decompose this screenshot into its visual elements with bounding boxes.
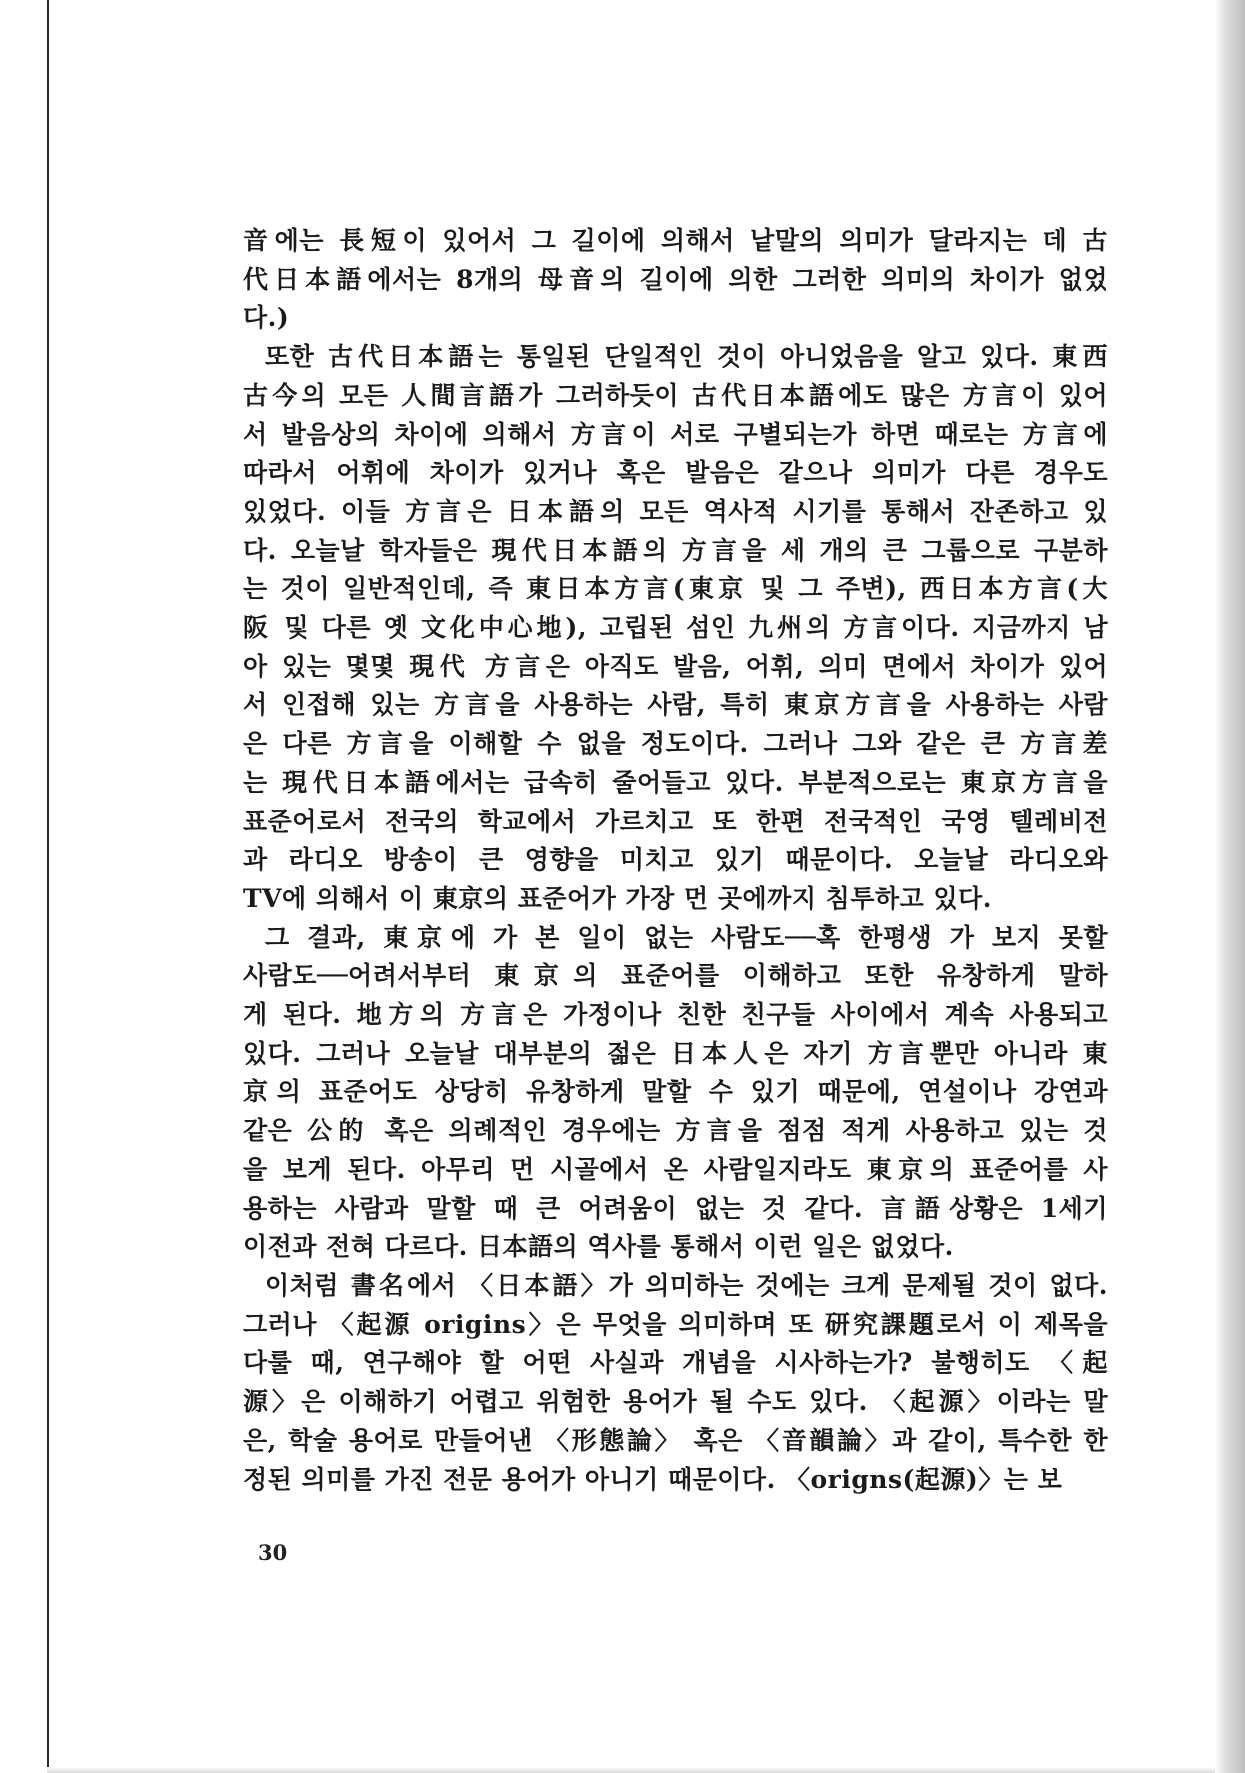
page-bottom-shadow — [47, 1767, 1215, 1773]
text-line: 또한 古代日本語는 통일된 단일적인 것이 아니었음을 알고 있다. 東西 — [265, 342, 1108, 372]
text-line: 은 다른 方言을 이해할 수 없을 정도이다. 그러나 그와 같은 큰 方言差 — [243, 729, 1108, 759]
text-line: 과 라디오 방송이 큰 영향을 미치고 있기 때문이다. 오늘날 라디오와 — [243, 845, 1108, 875]
page-edge-shadow — [1215, 0, 1245, 1773]
text-line: 표준어로서 전국의 학교에서 가르치고 또 한편 전국적인 국영 텔레비전 — [243, 806, 1108, 836]
text-line: TV에 의해서 이 東京의 표준어가 가장 먼 곳에까지 침투하고 있다. — [243, 883, 992, 913]
page-number: 30 — [258, 1540, 288, 1565]
paragraph — [243, 1267, 1108, 1499]
text-line: 을 보게 된다. 아무리 먼 시골에서 온 사람일지라도 東京의 표준어를 사 — [243, 1154, 1108, 1184]
text-line: 있다. 그러나 오늘날 대부분의 젊은 日本人은 자기 方言뿐만 아니라 東 — [243, 1038, 1108, 1068]
text-line: 代日本語에서는 8개의 母音의 길이에 의한 그러한 의미의 차이가 없었 — [243, 264, 1108, 294]
text-line: 은, 학술 용어로 만들어낸 〈形態論〉 혹은 〈音韻論〉과 같이, 특수한 한 — [243, 1425, 1108, 1455]
paragraph — [243, 222, 1108, 338]
text-line: 정된 의미를 가진 전문 용어가 아니기 때문이다. 〈origns(起源)〉는 보 — [243, 1464, 1063, 1494]
text-line: 그러나 〈起源 origins〉은 무엇을 의미하며 또 研究課題로서 이 제목을 — [243, 1309, 1108, 1339]
text-line: 다.) — [243, 303, 290, 333]
text-line: 같은 公的 혹은 의례적인 경우에는 方言을 점점 적게 사용하고 있는 것 — [243, 1116, 1108, 1146]
text-line: 따라서 어휘에 차이가 있거나 혹은 발음은 같으나 의미가 다른 경우도 — [243, 458, 1108, 488]
text-line: 이전과 전혀 다르다. 日本語의 역사를 통해서 이런 일은 없었다. — [243, 1232, 954, 1262]
text-line: 있었다. 이들 方言은 日本語의 모든 역사적 시기를 통해서 잔존하고 있 — [243, 496, 1108, 526]
paragraph — [243, 919, 1108, 1267]
text-line: 사람도──어려서부터 東京의 표준어를 이해하고 또한 유창하게 말하 — [243, 961, 1108, 991]
text-line: 게 된다. 地方의 方言은 가정이나 친한 친구들 사이에서 계속 사용되고 — [243, 1000, 1108, 1030]
text-line: 이처럼 書名에서 〈日本語〉가 의미하는 것에는 크게 문제될 것이 없다. — [265, 1270, 1108, 1300]
text-line: 는 現代日本語에서는 급속히 줄어들고 있다. 부분적으로는 東京方言을 — [243, 767, 1108, 797]
text-line: 阪 및 다른 옛 文化中心地), 고립된 섬인 九州의 方言이다. 지금까지 남 — [243, 613, 1108, 643]
text-line: 京의 표준어도 상당히 유창하게 말할 수 있기 때문에, 연설이나 강연과 — [243, 1077, 1108, 1107]
paragraph — [243, 338, 1108, 919]
text-line: 아 있는 몇몇 現代 方言은 아직도 발음, 어휘, 의미 면에서 차이가 있어 — [243, 651, 1108, 681]
text-line: 서 인접해 있는 方言을 사용하는 사람, 특히 東京方言을 사용하는 사람 — [243, 690, 1108, 720]
text-line: 용하는 사람과 말할 때 큰 어려움이 없는 것 같다. 言語상황은 1세기 — [243, 1193, 1108, 1223]
text-line: 源〉은 이해하기 어렵고 위험한 용어가 될 수도 있다. 〈起源〉이라는 말 — [243, 1387, 1108, 1417]
text-line: 는 것이 일반적인데, 즉 東日本方言(東京 및 그 주변), 西日本方言(大 — [243, 574, 1108, 604]
text-line: 古今의 모든 人間言語가 그러하듯이 古代日本語에도 많은 方言이 있어 — [243, 380, 1108, 410]
body-text — [243, 222, 1108, 1499]
text-line: 그 결과, 東京에 가 본 일이 없는 사람도──혹 한평생 가 보지 못할 — [265, 922, 1108, 952]
text-line: 다. 오늘날 학자들은 現代日本語의 方言을 세 개의 큰 그룹으로 구분하 — [243, 535, 1108, 565]
text-line: 서 발음상의 차이에 의해서 方言이 서로 구별되는가 하면 때로는 方言에 — [243, 419, 1108, 449]
text-line: 音에는 長短이 있어서 그 길이에 의해서 낱말의 의미가 달라지는 데 古 — [243, 226, 1108, 255]
text-line: 다룰 때, 연구해야 할 어떤 사실과 개념을 시사하는가? 불행히도 〈起 — [243, 1348, 1108, 1378]
